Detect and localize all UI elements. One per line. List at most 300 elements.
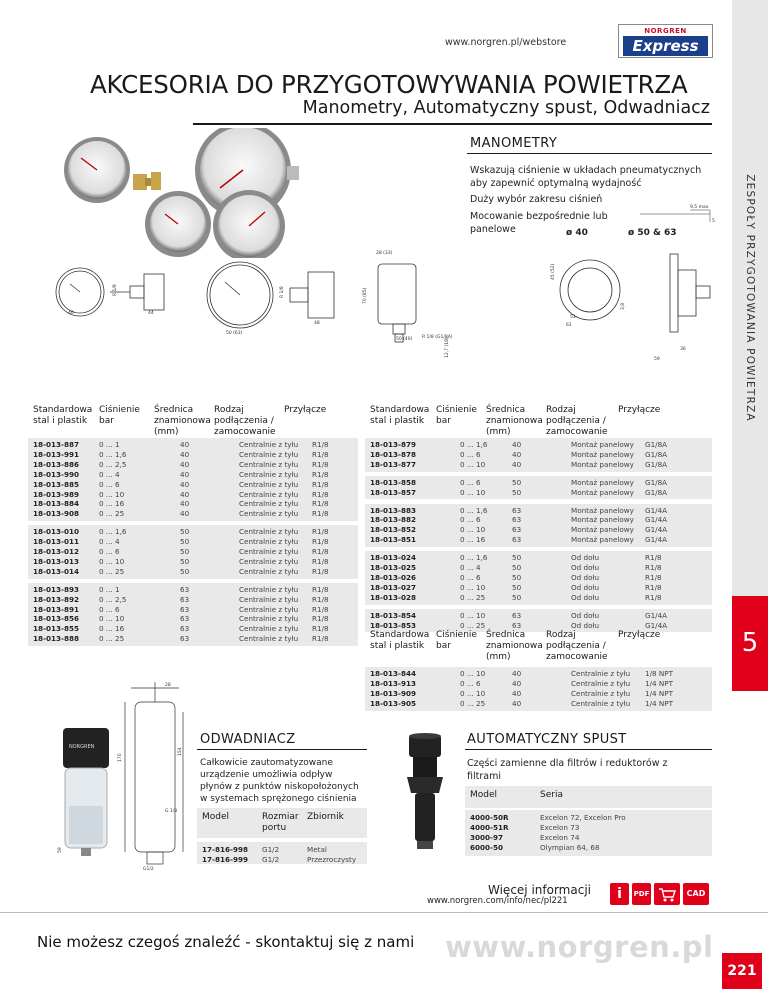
part-number: 18-013-027: [370, 582, 416, 592]
table-cell: R1/8: [312, 469, 329, 479]
table-cell: G1/8A: [645, 440, 668, 449]
table-cell: Centralnie z tyłu: [239, 479, 299, 489]
table-cell: 0 ... 25: [99, 566, 125, 576]
table-row: [0, 525, 700, 535]
more-info-label: Więcej informacji: [488, 883, 591, 897]
table-cell: 40: [512, 440, 522, 449]
table-cell: R1/8: [645, 563, 662, 572]
table-cell: 0 ... 6: [460, 678, 481, 688]
table-cell: 0 ... 10: [99, 556, 125, 566]
part-number: 18-013-991: [33, 449, 79, 459]
table-row: [0, 573, 700, 583]
th-type-r: Rodzaj podłączenia / zamocowanie: [546, 405, 608, 437]
part-number: 18-013-893: [33, 584, 79, 594]
th-conn: Przyłącze: [284, 405, 327, 415]
side-tab-label: ZESPOŁY PRZYGOTOWANIA POWIETRZA: [744, 174, 756, 422]
table-cell: R1/8: [312, 634, 329, 644]
part-number: 18-013-877: [370, 459, 416, 469]
table-row: [0, 488, 700, 498]
table-cell: 63: [180, 614, 190, 624]
part-number: 18-013-858: [370, 477, 416, 487]
dim-154: 154: [178, 747, 183, 756]
th-type: Rodzaj podłączenia / zamocowanie: [214, 405, 276, 437]
norgren-url[interactable]: www.norgren.pl: [445, 930, 714, 964]
drawing-gauge-40-side: [144, 274, 164, 310]
table-cell: 40: [180, 509, 190, 519]
table-row: [0, 593, 700, 603]
table-cell: 50: [512, 582, 522, 592]
part-number: 18-013-990: [33, 469, 79, 479]
table-cell: 63: [180, 634, 190, 644]
table-cell: R1/8: [312, 527, 329, 537]
odwadniacz-heading: ODWADNIACZ: [200, 732, 296, 747]
table-cell: Centralnie z tyłu: [239, 566, 299, 576]
dim-48: 48: [314, 321, 320, 326]
dim-50-63: 50 (63): [226, 331, 243, 336]
th-pressure-3: Ciśnienie bar: [436, 630, 477, 651]
table-cell: 63: [512, 525, 522, 535]
table-cell: 40: [512, 459, 522, 469]
dim-12-7: 12,7 (18): [445, 337, 450, 358]
table-cell: G1/4A: [645, 505, 668, 515]
table-cell: R1/8: [645, 582, 662, 592]
table-cell: 1/4 NPT: [645, 698, 673, 708]
th-dia-3: Średnica znamionowa (mm): [486, 630, 543, 662]
table-cell: 63: [512, 515, 522, 525]
part-number: 17-816-999: [202, 855, 248, 864]
part-number: 3000-97: [470, 833, 503, 842]
th-dia: Średnica znamionowa (mm): [154, 405, 211, 437]
table-cell: 40: [180, 499, 190, 509]
dim-61: 61: [566, 323, 572, 328]
table-row: [0, 478, 700, 488]
table-cell: 1/4 NPT: [645, 678, 673, 688]
table-cell: R1/8: [312, 537, 329, 547]
dim-28: 28: [165, 683, 171, 688]
table-cell: 0 ... 10: [460, 688, 486, 698]
part-number: 18-013-852: [370, 525, 416, 535]
cad-icon[interactable]: CAD: [683, 883, 709, 905]
table-cell: G1/8A: [645, 477, 668, 487]
feature-range: Duży wybór zakresu ciśnień: [470, 194, 603, 205]
title-rule: [193, 123, 712, 125]
footer-rule: [0, 912, 768, 913]
dim-g18: G 1/8: [165, 809, 178, 814]
table-cell: G1/8A: [645, 449, 668, 459]
table-cell: 63: [512, 535, 522, 545]
part-number: 18-013-883: [370, 505, 416, 515]
part-number: 17-816-998: [202, 845, 248, 854]
part-number: 18-013-885: [33, 479, 79, 489]
spust-header-band: [465, 786, 712, 808]
manometry-description: Wskazują ciśnienie w układach pneumatycznych aby zapewnić optymalną wydajność: [470, 165, 702, 189]
table-cell: G1/4A: [645, 515, 668, 525]
table-cell: 50: [512, 592, 522, 602]
table-cell: 40: [512, 678, 522, 688]
table-cell: Centralnie z tyłu: [239, 499, 299, 509]
part-number: 18-013-856: [33, 614, 79, 624]
table-cell: R1/8: [312, 547, 329, 556]
table-cell: 0 ... 6: [460, 572, 481, 582]
table-cell: 50: [512, 553, 522, 563]
spust-description: Części zamienne dla filtrów i reduktorów z filtrami: [467, 758, 668, 782]
part-number: 18-013-025: [370, 563, 416, 572]
table-cell: 40: [180, 449, 190, 459]
table-cell: 0 ... 1: [99, 440, 120, 449]
table-cell: 63: [180, 594, 190, 604]
odwadniacz-rule: [197, 749, 367, 750]
table-cell: 0 ... 25: [460, 592, 486, 602]
table-cell: 0 ... 10: [460, 487, 486, 497]
table-cell: G1/8A: [645, 459, 668, 469]
table-cell: 63: [180, 624, 190, 634]
table-cell: Centralnie z tyłu: [239, 594, 299, 604]
th-pressure: Ciśnienie bar: [99, 405, 140, 426]
part-number: 18-013-909: [370, 688, 416, 698]
table-cell: Excelon 74: [540, 833, 580, 842]
page-title: AKCESORIA DO PRZYGOTOWYWANIA POWIETRZA: [90, 70, 688, 99]
dia40-label: ø 40: [566, 228, 588, 238]
table-cell: 1/8 NPT: [645, 669, 673, 678]
table-cell: R1/8: [645, 553, 662, 563]
table-cell: 40: [180, 440, 190, 449]
table-cell: 0 ... 1,6: [99, 449, 127, 459]
table-cell: 0 ... 25: [460, 620, 486, 630]
table-cell: G1/4A: [645, 535, 668, 545]
dim-r18-a: R 1/8: [113, 284, 118, 296]
dim-45-52: 45 (52): [551, 263, 556, 280]
table-cell: 50: [512, 563, 522, 572]
part-number: 18-013-888: [33, 634, 79, 644]
gauges-photo: [55, 128, 310, 258]
table-cell: R1/8: [312, 556, 329, 566]
table-cell: R1/8: [312, 566, 329, 576]
table-cell: 1/4 NPT: [645, 688, 673, 698]
table-cell: 0 ... 1,6: [460, 553, 488, 563]
table-cell: Centralnie z tyłu: [239, 584, 299, 594]
table-cell: R1/8: [312, 594, 329, 604]
table-cell: 0 ... 25: [460, 698, 486, 708]
table-cell: 0 ... 25: [99, 634, 125, 644]
table-cell: G1/2: [262, 845, 280, 854]
dim-r18-g18a: R 1/8 (G1/8A): [422, 335, 453, 340]
table-cell: 0 ... 10: [460, 610, 486, 620]
dim-9-5: 9,5 max: [690, 205, 709, 210]
part-number: 18-013-024: [370, 553, 416, 563]
part-number: 18-013-014: [33, 566, 79, 576]
table-cell: 50: [512, 572, 522, 582]
th-std-3: Standardowa stal i plastik: [370, 630, 430, 651]
table-cell: R1/8: [645, 592, 662, 602]
spust-rule: [465, 749, 712, 750]
table-cell: R1/8: [312, 509, 329, 519]
table-cell: 0 ... 1,6: [460, 505, 488, 515]
table-cell: R1/8: [645, 572, 662, 582]
part-number: 18-013-013: [33, 556, 79, 566]
table-cell: 0 ... 6: [460, 515, 481, 525]
table-cell: 0 ... 1,6: [99, 527, 127, 537]
table-cell: 63: [180, 604, 190, 614]
dim-59: 59: [654, 357, 660, 362]
cart-icon[interactable]: [654, 883, 680, 905]
page-subtitle: Manometry, Automatyczny spust, Odwadniacz: [302, 98, 710, 118]
part-number: 18-013-026: [370, 572, 416, 582]
th-dia-r: Średnica znamionowa (mm): [486, 405, 543, 437]
table-cell: Centralnie z tyłu: [571, 669, 631, 678]
manometry-heading: MANOMETRY: [470, 136, 558, 151]
table-cell: Od dołu: [571, 592, 600, 602]
table-cell: R1/8: [312, 604, 329, 614]
part-number: 18-013-884: [33, 499, 79, 509]
table-cell: 63: [512, 620, 522, 630]
dim-59: 59: [58, 847, 63, 853]
gauge-small-icon: [64, 137, 153, 203]
table-cell: 40: [180, 489, 190, 499]
part-number: 18-013-851: [370, 535, 416, 545]
spust-row: [0, 843, 720, 853]
table-cell: 50: [180, 556, 190, 566]
table-cell: 0 ... 6: [460, 477, 481, 487]
table-cell: Centralnie z tyłu: [239, 604, 299, 614]
dim-g12: G1/2: [143, 867, 154, 872]
part-number: 18-013-882: [370, 515, 416, 525]
feature-mounting: Mocowanie bezpośrednie lub panelowe: [470, 211, 608, 235]
pdf-icon[interactable]: PDF: [632, 883, 651, 905]
part-number: 6000-50: [470, 843, 503, 852]
dim-40: 40: [68, 311, 74, 316]
table-row: [0, 450, 700, 460]
table-cell: 50: [512, 477, 522, 487]
drawing-panel-plate: [670, 254, 678, 332]
table-cell: 0 ... 25: [99, 509, 125, 519]
part-number: 18-013-010: [33, 527, 79, 537]
part-number: 18-013-011: [33, 537, 79, 547]
table-row: [0, 611, 700, 621]
table-cell: Excelon 72, Excelon Pro: [540, 813, 626, 822]
table-cell: Centralnie z tyłu: [571, 688, 631, 698]
panel-bracket-drawing: [630, 200, 720, 230]
table-cell: 50: [180, 527, 190, 537]
spust-th-series: Seria: [540, 790, 563, 800]
table-cell: Excelon 73: [540, 823, 580, 832]
table-cell: Centralnie z tyłu: [239, 489, 299, 499]
table-cell: 0 ... 1: [99, 584, 120, 594]
table-cell: 0 ... 16: [99, 624, 125, 634]
dim-5: 5: [712, 219, 715, 224]
table-cell: Centralnie z tyłu: [239, 547, 299, 556]
dim-70-85: 70 (85): [363, 287, 368, 304]
table-cell: Montaż panelowy: [571, 477, 634, 487]
table-cell: Olympian 64, 68: [540, 843, 600, 852]
table-cell: 0 ... 16: [460, 535, 486, 545]
table-cell: Od dołu: [571, 553, 600, 563]
table-cell: Centralnie z tyłu: [239, 469, 299, 479]
odw-th-model: Model: [202, 812, 230, 822]
table-cell: 40: [512, 688, 522, 698]
table-cell: Przezroczysty: [307, 855, 357, 864]
table-cell: R1/8: [312, 449, 329, 459]
part-number: 18-013-887: [33, 440, 79, 449]
table-cell: Montaż panelowy: [571, 440, 634, 449]
table-cell: 50: [180, 566, 190, 576]
table-cell: 0 ... 4: [99, 537, 120, 547]
part-number: 18-013-854: [370, 610, 416, 620]
table-cell: 0 ... 10: [460, 459, 486, 469]
spust-row: [0, 823, 720, 833]
part-number: 18-013-886: [33, 459, 79, 469]
table-cell: Centralnie z tyłu: [239, 527, 299, 537]
table-cell: Od dołu: [571, 610, 600, 620]
table-cell: G1/8A: [645, 487, 668, 497]
table-cell: 0 ... 4: [460, 563, 481, 572]
table-cell: 0 ... 10: [99, 489, 125, 499]
table-cell: Od dołu: [571, 582, 600, 592]
technical-drawings: [50, 240, 730, 400]
table-cell: 0 ... 1,6: [460, 440, 488, 449]
odw-th-tank: Zbiornik: [307, 812, 344, 822]
table-cell: Centralnie z tyłu: [239, 440, 299, 449]
drawing-gauge-panel-front: [560, 260, 620, 320]
table-cell: R1/8: [312, 459, 329, 469]
table-cell: R1/8: [312, 489, 329, 499]
table-cell: Montaż panelowy: [571, 535, 634, 545]
table-cell: Montaż panelowy: [571, 505, 634, 515]
part-number: 18-013-844: [370, 669, 416, 678]
part-number: 4000-50R: [470, 813, 509, 822]
table-cell: 0 ... 10: [460, 582, 486, 592]
part-number: 4000-51R: [470, 823, 509, 832]
table-cell: Centralnie z tyłu: [239, 509, 299, 519]
spust-heading: AUTOMATYCZNY SPUST: [467, 732, 627, 747]
th-pressure-r: Ciśnienie bar: [436, 405, 477, 426]
odw-th-size: Rozmiar portu: [262, 812, 299, 833]
table-cell: 0 ... 10: [460, 525, 486, 535]
info-icon[interactable]: i: [610, 883, 629, 905]
table-cell: Montaż panelowy: [571, 449, 634, 459]
table-cell: R1/8: [312, 584, 329, 594]
dia5063-label: ø 50 & 63: [628, 228, 677, 238]
table-row: [0, 460, 700, 470]
table-cell: Centralnie z tyłu: [239, 537, 299, 547]
table-row: [0, 440, 700, 450]
table-cell: Montaż panelowy: [571, 487, 634, 497]
th-std-r: Standardowa stal i plastik: [370, 405, 430, 426]
table-cell: Centralnie z tyłu: [239, 556, 299, 566]
table-cell: 0 ... 6: [99, 547, 120, 556]
logo-top-text: NORGREN: [644, 27, 687, 35]
table-cell: 0 ... 6: [99, 479, 120, 489]
table-cell: G1/2: [262, 855, 280, 864]
table-cell: 0 ... 10: [99, 614, 125, 624]
table-cell: Od dołu: [571, 572, 600, 582]
table-row: [0, 515, 700, 525]
norgren-express-logo: [618, 24, 713, 58]
table-cell: Centralnie z tyłu: [239, 614, 299, 624]
spust-row: [0, 813, 720, 823]
table-row: [0, 583, 700, 593]
part-number: 18-013-905: [370, 698, 416, 708]
part-number: 18-013-855: [33, 624, 79, 634]
table-cell: Centralnie z tyłu: [239, 624, 299, 634]
odwadniacz-description: Całkowicie zautomatyzowane urządzenie umożliwia odpływ płynów z punktów niskopołożonych w systemach sprężonego ciśnienia: [200, 758, 359, 804]
part-number: 18-013-908: [33, 509, 79, 519]
table-cell: R1/8: [312, 479, 329, 489]
table-cell: Od dołu: [571, 620, 600, 630]
table-row: [0, 621, 700, 631]
spust-row: [0, 833, 720, 843]
table-cell: 0 ... 2,5: [99, 594, 127, 604]
part-number: 18-013-913: [370, 678, 416, 688]
th-conn-3: Przyłącze: [618, 630, 661, 640]
table-cell: Montaż panelowy: [571, 459, 634, 469]
table-cell: 0 ... 6: [99, 604, 120, 614]
part-number: 18-013-879: [370, 440, 416, 449]
table-cell: Centralnie z tyłu: [571, 678, 631, 688]
table-cell: Od dołu: [571, 563, 600, 572]
table-row: [0, 563, 700, 573]
part-number: 18-013-989: [33, 489, 79, 499]
table-cell: Montaż panelowy: [571, 525, 634, 535]
table-cell: 0 ... 2,5: [99, 459, 127, 469]
table-cell: 40: [512, 669, 522, 678]
table-cell: R1/8: [312, 499, 329, 509]
table-cell: 40: [180, 469, 190, 479]
part-number: 18-013-012: [33, 547, 79, 556]
table-cell: 0 ... 16: [99, 499, 125, 509]
spust-th-model: Model: [470, 790, 498, 800]
dim-170: 170: [118, 753, 123, 762]
section-number-tab: 5: [732, 596, 768, 691]
brass-fitting-icon: [151, 172, 161, 190]
odwadniacz-row: [0, 855, 400, 865]
table-cell: 63: [180, 584, 190, 594]
table-cell: 40: [180, 479, 190, 489]
table-cell: 50: [180, 537, 190, 547]
table-cell: 50: [512, 487, 522, 497]
table-cell: G1/4A: [645, 620, 668, 630]
th-std: Standardowa stal i plastik: [33, 405, 93, 426]
webstore-url[interactable]: www.norgren.pl/webstore: [445, 37, 567, 48]
table-row: [0, 506, 700, 516]
table-cell: R1/8: [312, 614, 329, 624]
table-cell: 0 ... 4: [99, 469, 120, 479]
table-cell: Montaż panelowy: [571, 515, 634, 525]
part-number: 18-013-892: [33, 594, 79, 604]
table-cell: G1/4A: [645, 610, 668, 620]
dim-3-8: 3,8: [621, 302, 626, 310]
part-number: 18-013-853: [370, 620, 416, 630]
table-cell: 0 ... 6: [460, 449, 481, 459]
table-cell: R1/8: [312, 624, 329, 634]
table-row: [0, 553, 700, 563]
part-number: 18-013-028: [370, 592, 416, 602]
dim-28-33: 28 (33): [376, 251, 393, 256]
table-cell: 0 ... 10: [460, 669, 486, 678]
table-cell: Centralnie z tyłu: [239, 459, 299, 469]
manometry-rule: [467, 153, 712, 154]
contact-prompt: Nie możesz czegoś znaleźć - skontaktuj się z nami: [37, 933, 415, 951]
table-cell: 63: [512, 610, 522, 620]
logo-main-text: Express: [623, 36, 708, 56]
svg-text:NORGREN: NORGREN: [69, 744, 95, 750]
table-cell: 40: [512, 449, 522, 459]
table-cell: Metal: [307, 845, 327, 854]
th-type-3: Rodzaj podłączenia / zamocowanie: [546, 630, 608, 662]
drawing-gauge-bottom-side: [378, 264, 416, 324]
table-cell: 50: [180, 547, 190, 556]
more-info-url[interactable]: www.norgren.com/info/nec/pl221: [427, 896, 568, 906]
table-cell: 40: [512, 698, 522, 708]
